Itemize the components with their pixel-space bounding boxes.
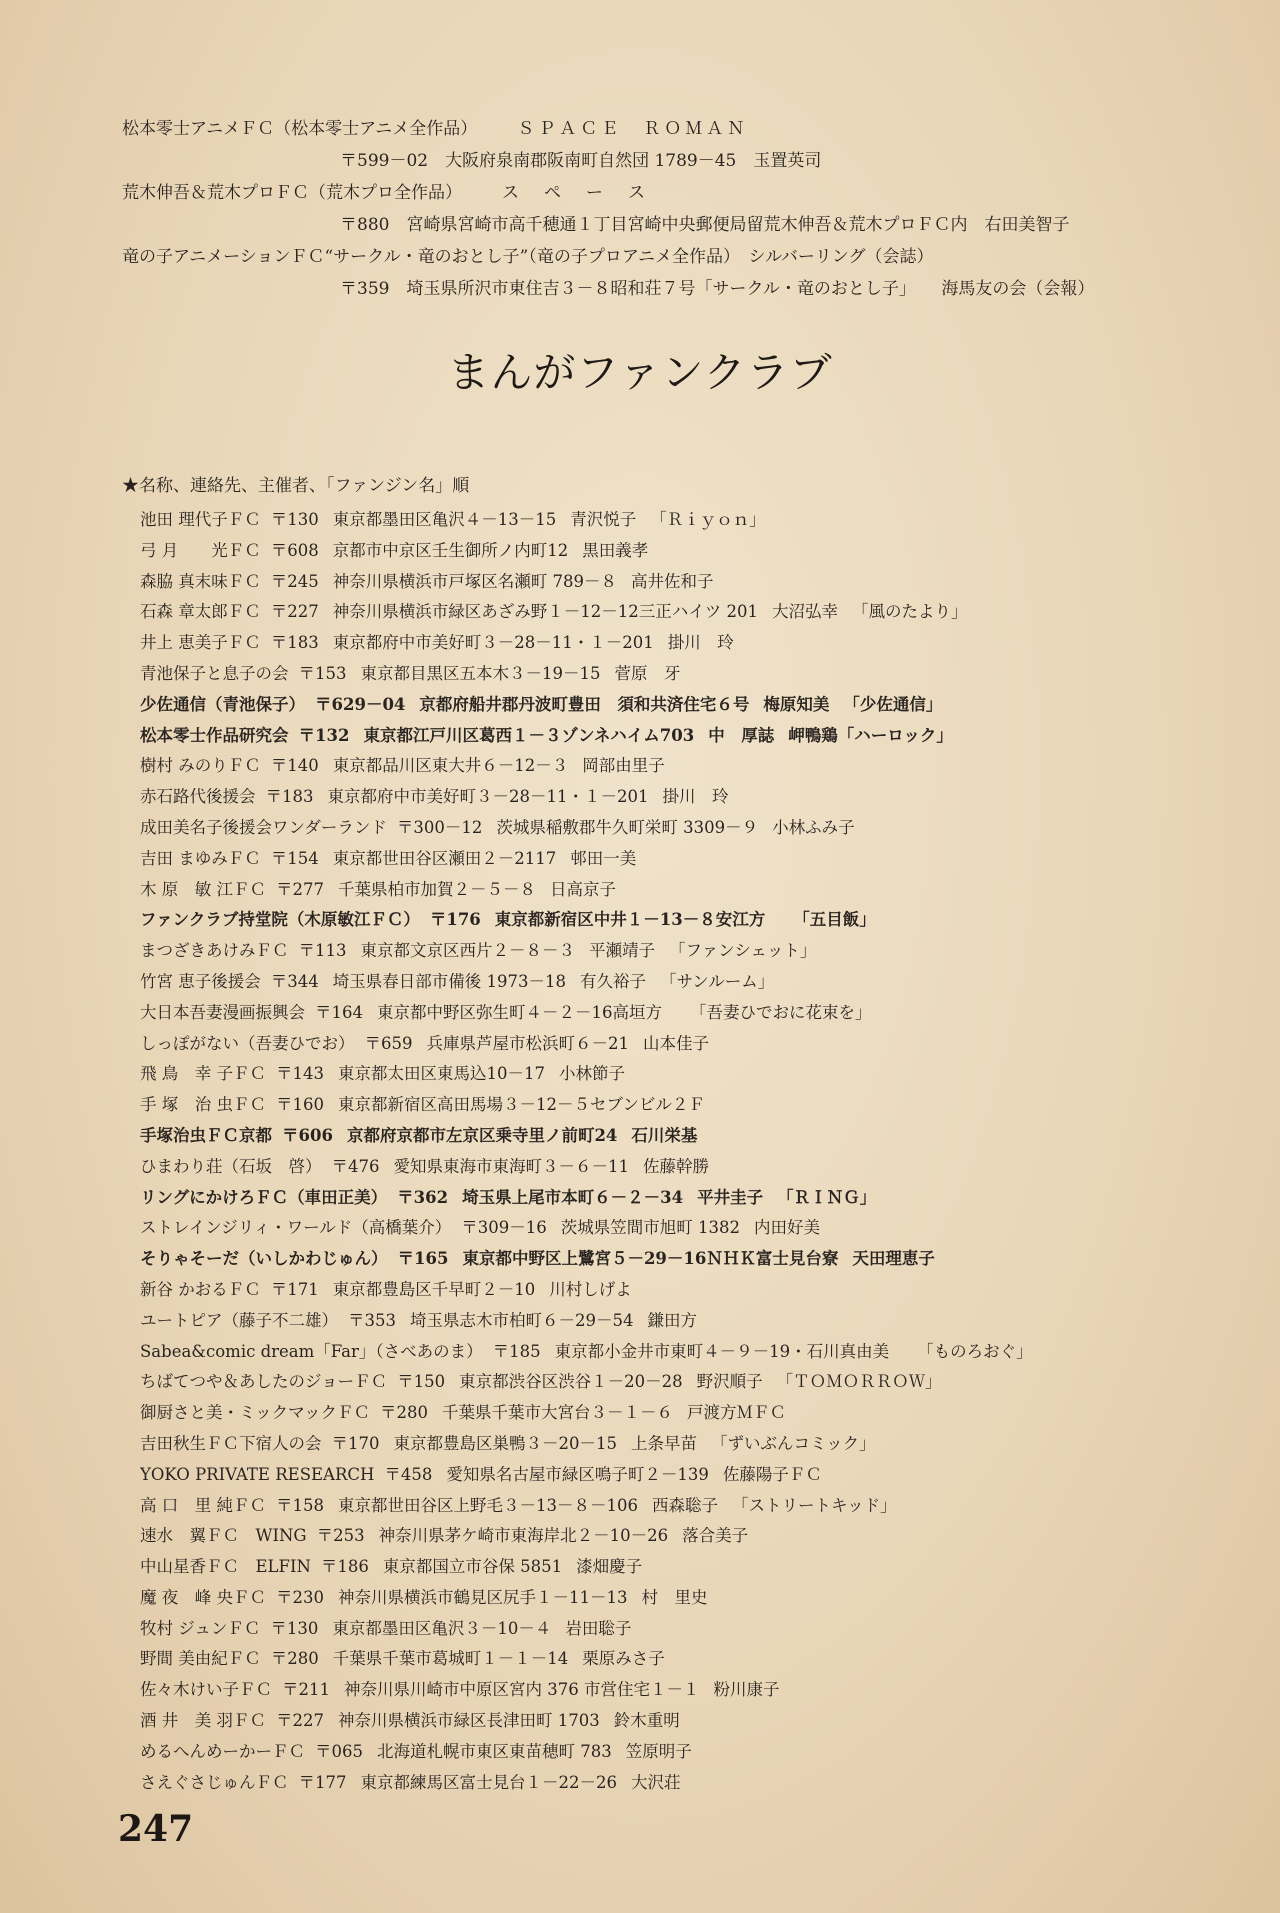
club-zip: 〒227: [270, 602, 319, 622]
list-item: [140, 875, 1250, 906]
club-organizer: 中 厚誌: [708, 725, 775, 745]
section-title: まんがファンクラブ: [447, 348, 833, 397]
club-fanzine: 「吾妻ひでおに花束を」: [690, 1002, 872, 1022]
club-address: 愛知県名古屋市緑区鳴子町２－139: [446, 1464, 709, 1484]
club-organizer: 西森聡子: [652, 1495, 718, 1515]
club-name: 竹宮 恵子後援会: [140, 971, 261, 991]
club-zip: 〒140: [270, 756, 319, 776]
club-zip: 〒458: [384, 1464, 433, 1484]
club-fanzine: 「ＲＩＮＧ」: [777, 1187, 877, 1207]
club-address: 京都市中京区壬生御所ノ内町12: [332, 540, 569, 560]
club-organizer: 粉川康子: [713, 1680, 780, 1700]
club-name: 青池保子と息子の会: [140, 663, 289, 683]
club-zip: 〒186: [320, 1557, 369, 1577]
club-address: 東京都墨田区亀沢４－13－15: [332, 510, 557, 529]
list-item: [140, 536, 1250, 567]
club-address: 東京都小金井市東町４－９－19・石川真由美: [554, 1341, 890, 1361]
list-item: [140, 998, 1250, 1029]
list-item: [140, 1152, 1250, 1183]
list-item: [140, 751, 1250, 782]
club-address: 茨城県稲敷郡牛久町栄町 3309－９: [496, 817, 759, 837]
club-zip: 〒277: [276, 879, 324, 899]
club-name: YOKO PRIVATE RESEARCH: [140, 1464, 375, 1484]
club-zip: 〒211: [282, 1680, 330, 1700]
list-item: [140, 1090, 1250, 1121]
top-entry-5: 〒359 埼玉県所沢市東住吉３－８昭和荘７号「サークル・竜のおとし子」 海馬友の会（会報）: [340, 279, 1095, 299]
top-entry-0: 松本零士アニメＦＣ（松本零士アニメ全作品） ＳＰＡＣＥ ＲＯＭＡＮ: [122, 119, 749, 139]
club-name: 池田 理代子ＦＣ: [140, 510, 261, 529]
club-zip: 〒170: [331, 1433, 380, 1453]
club-address: 東京都中野区上鷺宮５－29－16ＮＨＫ富士見台寮: [462, 1249, 839, 1269]
club-zip: 〒113: [298, 941, 347, 961]
list-item: [140, 1306, 1250, 1337]
club-fanzine: 「Ｒｉｙｏｎ」: [650, 510, 766, 529]
club-name: 牧村 ジュンＦＣ: [140, 1618, 261, 1638]
club-organizer: 村 里史: [641, 1587, 708, 1607]
club-address: 茨城県笠間市旭町 1382: [560, 1218, 741, 1238]
club-address: 神奈川県横浜市鶴見区尻手１－11－13: [338, 1587, 628, 1607]
club-address: 埼玉県志木市柏町６－29－54: [410, 1310, 634, 1330]
club-zip: 〒629－04: [315, 694, 406, 714]
club-name: Sabea&comic dream「Far」（さべあのま）: [140, 1341, 483, 1361]
club-zip: 〒309－16: [461, 1218, 547, 1238]
club-organizer: 大沢荘: [631, 1772, 681, 1792]
club-zip: 〒608: [270, 540, 319, 560]
list-item: [140, 721, 1250, 752]
club-name: まつざきあけみＦＣ: [140, 941, 289, 961]
club-name: 中山星香ＦＣ ELFIN: [140, 1557, 311, 1577]
club-name: そりゃそーだ（いしかわじゅん）: [140, 1249, 388, 1269]
club-organizer: 平井圭子: [697, 1187, 764, 1207]
club-organizer: 平瀬靖子: [589, 941, 655, 961]
list-item: [140, 1275, 1250, 1306]
club-zip: 〒183: [265, 787, 314, 807]
club-organizer: 岡部由里子: [582, 756, 665, 776]
club-name: 石森 章太郎ＦＣ: [140, 602, 261, 622]
club-organizer: 上条早苗: [631, 1433, 697, 1453]
club-name: ひまわり荘（石坂 啓）: [140, 1156, 322, 1176]
list-item: [140, 628, 1250, 659]
club-organizer: 岩田聡子: [565, 1618, 632, 1638]
club-name: ストレインジリィ・ワールド（高橋葉介）: [140, 1218, 452, 1238]
club-organizer: 高井佐和子: [631, 571, 714, 591]
club-organizer: 小林節子: [559, 1064, 625, 1084]
club-zip: 〒171: [270, 1279, 319, 1299]
club-zip: 〒230: [276, 1587, 324, 1607]
club-name: 野間 美由紀ＦＣ: [140, 1649, 261, 1669]
club-address: 神奈川県横浜市緑区あざみ野１－12－12三正ハイツ 201: [332, 602, 758, 622]
club-organizer: 黒田義孝: [582, 540, 649, 560]
club-organizer: 落合美子: [682, 1526, 749, 1546]
club-address: 東京都府中市美好町３－28－11・１－201: [332, 633, 654, 653]
club-name: 高 口 里 純ＦＣ: [140, 1495, 266, 1515]
list-item: [140, 1675, 1250, 1706]
club-fanzine: 「風のたより」: [851, 602, 968, 622]
club-name: 少佐通信（青池保子）: [140, 694, 305, 714]
manga-fan-club-list: [140, 505, 1250, 1798]
club-organizer: 掛川 玲: [667, 633, 734, 653]
club-organizer: 川村しげよ: [549, 1279, 632, 1299]
club-organizer: 小林ふみ子: [772, 817, 855, 837]
club-organizer: 石川栄基: [631, 1125, 698, 1145]
club-organizer: 内田好美: [754, 1218, 821, 1238]
list-item: [140, 1706, 1250, 1737]
list-item: [140, 1491, 1250, 1522]
club-address: 北海道札幌市東区東苗穂町 783: [377, 1741, 612, 1761]
club-name: 速水 翼ＦＣ WING: [140, 1526, 307, 1546]
club-address: 東京都品川区東大井６－12－３: [332, 756, 569, 776]
club-name: めるへんめーかーＦＣ: [140, 1741, 305, 1761]
list-item: [140, 1737, 1250, 1768]
club-organizer: 邨田一美: [570, 848, 637, 868]
list-item: [140, 1614, 1250, 1645]
club-zip: 〒177: [298, 1772, 347, 1792]
club-zip: 〒245: [270, 571, 319, 591]
club-name: 赤石路代後援会: [140, 787, 256, 807]
list-item: [140, 659, 1250, 690]
club-organizer: 鈴木重明: [613, 1711, 680, 1731]
club-zip: 〒280: [270, 1649, 319, 1669]
club-fanzine: 「五目飯」: [793, 910, 876, 930]
list-item: [140, 905, 1250, 936]
club-organizer: 有久裕子: [579, 971, 646, 991]
club-name: ファンクラブ持堂院（木原敏江ＦＣ）: [140, 910, 420, 930]
list-item: [140, 1367, 1250, 1398]
club-address: 東京都国立市谷保 5851: [382, 1557, 563, 1577]
list-item: [140, 1029, 1250, 1060]
club-fanzine: 「サンルーム」: [659, 971, 775, 991]
list-item: [140, 936, 1250, 967]
club-zip: 〒227: [276, 1711, 324, 1731]
club-name: 酒 井 美 羽ＦＣ: [140, 1711, 266, 1731]
club-fanzine: 「少佐通信」: [843, 694, 943, 714]
top-entry-1: 〒599－02 大阪府泉南郡阪南町自然団 1789－45 玉置英司: [340, 151, 822, 171]
club-name: 成田美名子後援会ワンダーランド: [140, 817, 387, 837]
club-zip: 〒150: [397, 1372, 446, 1392]
list-item: [140, 1460, 1250, 1491]
top-entry-3: 〒880 宮崎県宮崎市高千穂通１丁目宮崎中央郵便局留荒木伸吾＆荒木プロＦＣ内 右田美智子: [340, 215, 1070, 235]
list-item: [140, 597, 1250, 628]
club-organizer: 青沢悦子: [570, 510, 637, 529]
club-address: 埼玉県春日部市備後 1973－18: [332, 971, 566, 991]
club-organizer: 掛川 玲: [662, 787, 729, 807]
club-address: 東京都墨田区亀沢３－10－４: [332, 1618, 552, 1638]
club-organizer: 栗原みさ子: [582, 1649, 665, 1669]
club-address: 東京都江戸川区葛西１－３ゾンネハイム703: [363, 725, 695, 745]
list-item: [140, 1398, 1250, 1429]
club-address: 神奈川県川崎市中原区宮内 376 市営住宅１－１: [344, 1680, 700, 1700]
list-item: [140, 1059, 1250, 1090]
club-name: 御厨さと美・ミックマックＦＣ: [140, 1403, 371, 1423]
club-organizer: 菅原 牙: [614, 663, 681, 683]
club-name: しっぽがない（吾妻ひでお）: [140, 1033, 355, 1053]
club-address: 東京都豊島区巣鴨３－20－15: [393, 1433, 617, 1453]
list-item: [140, 813, 1250, 844]
club-fanzine: 「ＴＯＭＯＲＲＯＷ」: [776, 1372, 942, 1392]
club-organizer: 梅原知美: [763, 694, 830, 714]
club-organizer: 日高京子: [550, 879, 616, 899]
club-zip: 〒160: [276, 1095, 324, 1115]
club-zip: 〒253: [316, 1526, 365, 1546]
club-name: ユートピア（藤子不二雄）: [140, 1310, 338, 1330]
club-name: 吉田秋生ＦＣ下宿人の会: [140, 1433, 322, 1453]
club-fanzine: 「ものろおぐ」: [917, 1341, 1033, 1361]
club-address: 京都府京都市左京区乗寺里ノ前町24: [346, 1125, 618, 1145]
club-zip: 〒280: [380, 1403, 429, 1423]
club-zip: 〒130: [270, 1618, 319, 1638]
club-address: 東京都中野区弥生町４－２－16高垣方: [377, 1002, 662, 1022]
list-item: [140, 1121, 1250, 1152]
club-name: 魔 夜 峰 央ＦＣ: [140, 1587, 266, 1607]
column-order-note: ★名称、連絡先、主催者、「ファンジン名」順: [122, 476, 470, 496]
club-name: 井上 恵美子ＦＣ: [140, 633, 261, 653]
list-item: [140, 1244, 1250, 1275]
club-address: 東京都世田谷区瀬田２－2117: [332, 848, 557, 868]
club-zip: 〒065: [315, 1741, 363, 1761]
club-zip: 〒143: [276, 1064, 324, 1084]
club-address: 神奈川県横浜市緑区長津田町 1703: [338, 1711, 600, 1731]
club-zip: 〒164: [315, 1002, 363, 1022]
top-entry-4: 竜の子アニメーションＦＣ“サークル・竜のおとし子”（竜の子プロアニメ全作品） シルバーリング（会誌）: [122, 247, 934, 267]
club-address: 東京都文京区西片２－８－３: [360, 941, 575, 961]
club-address: 埼玉県上尾市本町６－２－34: [462, 1187, 684, 1207]
list-item: [140, 505, 1250, 536]
list-item: [140, 1429, 1250, 1460]
club-name: 手 塚 治 虫ＦＣ: [140, 1095, 266, 1115]
club-organizer: 野沢順子: [696, 1372, 763, 1392]
club-organizer: 漆畑慶子: [576, 1557, 643, 1577]
club-address: 神奈川県横浜市戸塚区名瀬町 789－８: [332, 571, 617, 591]
club-organizer: 佐藤陽子ＦＣ: [722, 1464, 822, 1484]
list-item: [140, 1768, 1250, 1799]
club-fanzine: 「ずいぶんコミック」: [711, 1433, 876, 1453]
list-item: [140, 1644, 1250, 1675]
list-item: [140, 1213, 1250, 1244]
club-zip: 〒300－12: [396, 817, 483, 837]
club-name: 手塚治虫ＦＣ京都: [140, 1125, 272, 1145]
club-address: 東京都新宿区高田馬場３－12－５セブンビル２Ｆ: [338, 1095, 705, 1115]
club-zip: 〒606: [282, 1125, 333, 1145]
club-zip: 〒183: [270, 633, 319, 653]
top-entry-2: 荒木伸吾＆荒木プロＦＣ（荒木プロ全作品） ス ペ ー ス: [122, 183, 649, 203]
club-address: 東京都府中市美好町３－28－11・１－201: [327, 787, 649, 807]
club-address: 東京都太田区東馬込10－17: [338, 1064, 545, 1084]
club-address: 千葉県千葉市大宮台３－１－６: [442, 1403, 674, 1423]
club-name: 飛 鳥 幸 子ＦＣ: [140, 1064, 266, 1084]
club-organizer: 戸渡方ＭＦＣ: [687, 1403, 787, 1423]
club-name: ちばてつや＆あしたのジョーＦＣ: [140, 1372, 388, 1392]
list-item: [140, 782, 1250, 813]
club-zip: 〒476: [331, 1156, 380, 1176]
list-item: [140, 1552, 1250, 1583]
club-zip: 〒165: [397, 1249, 449, 1269]
club-zip: 〒176: [429, 910, 481, 930]
club-address: 神奈川県茅ケ崎市東海岸北２－10－26: [378, 1526, 669, 1546]
club-zip: 〒344: [270, 971, 319, 991]
club-organizer: 佐藤幹勝: [643, 1156, 709, 1176]
club-name: 大日本吾妻漫画振興会: [140, 1002, 305, 1022]
club-zip: 〒154: [270, 848, 319, 868]
club-zip: 〒130: [270, 510, 319, 529]
club-name: 松本零士作品研究会: [140, 725, 289, 745]
club-name: 木 原 敏 江ＦＣ: [140, 879, 266, 899]
list-item: [140, 690, 1250, 721]
club-name: 森脇 真末味ＦＣ: [140, 571, 261, 591]
club-organizer: 大沼弘幸: [771, 602, 838, 622]
list-item: [140, 1583, 1250, 1614]
club-name: 佐々木けい子ＦＣ: [140, 1680, 272, 1700]
list-item: [140, 567, 1250, 598]
club-address: 東京都目黒区五本木３－19－15: [360, 663, 601, 683]
club-fanzine: 「ファンシェット」: [669, 941, 817, 961]
club-name: 吉田 まゆみＦＣ: [140, 848, 261, 868]
club-address: 兵庫県芦屋市松浜町６－21: [426, 1033, 629, 1053]
list-item: [140, 1337, 1250, 1368]
club-address: 京都府船井郡丹波町豊田 須和共済住宅６号: [419, 694, 750, 714]
club-zip: 〒158: [276, 1495, 324, 1515]
club-address: 東京都練馬区富士見台１－22－26: [360, 1772, 617, 1792]
club-zip: 〒153: [298, 663, 347, 683]
club-zip: 〒185: [492, 1341, 541, 1361]
club-address: 東京都渋谷区渋谷１－20－28: [459, 1372, 683, 1392]
club-name: さえぐさじゅんＦＣ: [140, 1772, 289, 1792]
club-fanzine: 「ストリートキッド」: [732, 1495, 897, 1515]
club-address: 千葉県千葉市葛城町１－１－14: [332, 1649, 569, 1669]
club-zip: 〒132: [298, 725, 350, 745]
club-organizer: 笠原明子: [625, 1741, 692, 1761]
page-number: 247: [118, 1808, 194, 1850]
anime-fc-continued: [122, 118, 1202, 300]
club-zip: 〒362: [397, 1187, 449, 1207]
club-address: 東京都新宿区中井１－13－８安江方: [494, 910, 766, 930]
list-item: [140, 1521, 1250, 1552]
club-organizer: 鎌田方: [647, 1310, 697, 1330]
club-organizer: 天田理恵子: [852, 1249, 935, 1269]
list-item: [140, 1183, 1250, 1214]
club-address: 東京都世田谷区上野毛３－13－８－106: [338, 1495, 638, 1515]
club-name: 弓 月 光ＦＣ: [140, 540, 261, 560]
club-fanzine: 岬鴨鶏「ハーロック」: [788, 725, 953, 745]
club-address: 千葉県柏市加賀２－５－８: [338, 879, 536, 899]
club-organizer: 山本佳子: [643, 1033, 709, 1053]
club-zip: 〒659: [364, 1033, 413, 1053]
club-name: リングにかけろＦＣ（車田正美）: [140, 1187, 388, 1207]
club-name: 樹村 みのりＦＣ: [140, 756, 261, 776]
club-address: 愛知県東海市東海町３－６－11: [393, 1156, 629, 1176]
club-zip: 〒353: [348, 1310, 396, 1330]
list-item: [140, 844, 1250, 875]
club-address: 東京都豊島区千早町２－10: [332, 1279, 536, 1299]
club-name: 新谷 かおるＦＣ: [140, 1279, 261, 1299]
list-item: [140, 967, 1250, 998]
